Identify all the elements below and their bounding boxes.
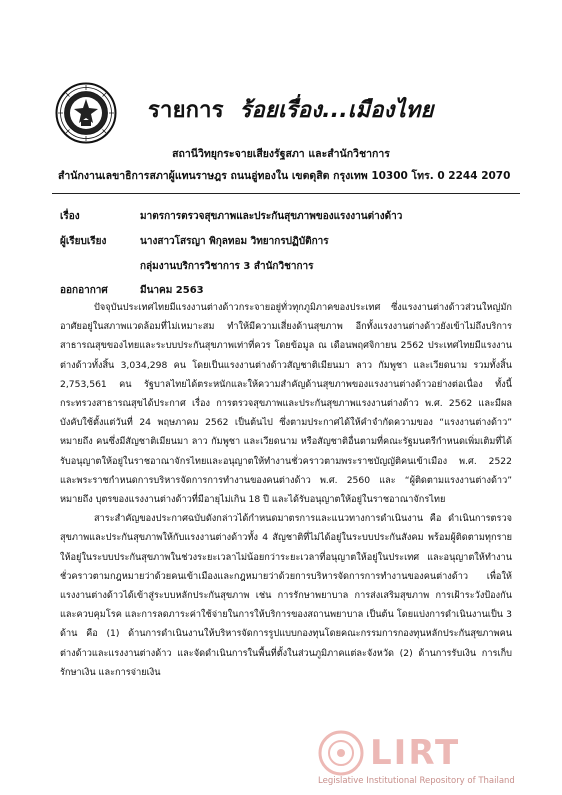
title-prefix: รายการ — [148, 98, 224, 123]
body-paragraph-2: สาระสำคัญของประกาศฉบับดังกล่าวได้กำหนดมาตรการและแนวทางการดำเนินงาน คือ ดำเนินการตรวจสุขภาพและประกันสุขภาพให้กับแรงงานต่างด้าวทั้ง 4 สัญชาติที่ไม่ได้อยู่ในระบบประกันสังคม พร้อมผู้ติดตามทุกราย ให้อยู่ในระบบประกันสุขภาพในช่วงระยะเวลาไม่น้อยกว่าระยะเวลาที่อนุญาตให้อยู่ในประเทศ และอนุญาตให้ทำงานชั่วคราวตามกฎหมายว่าด้วยคนเข้าเมืองและกฎหมายว่าด้วยการบริหารจัดการการทำงานของคนต่างด้าว เพื่อให้แรงงานต่างด้าวได้เข้าสู่ระบบหลักประกันสุขภาพ เช่น การรักษาพยาบาล การส่งเสริมสุขภาพ การเฝ้าระวังป้องกันและควบคุมโรค และการลดภาระค่าใช้จ่ายในการให้บริการของสถานพยาบาล เป็นต้น โดยแบ่งการดำเนินงานเป็น 3 ด้าน คือ (1) ด้านการดำเนินงานให้บริหารจัดการรูปแบบกองทุนโดยคณะกรรมการกองทุนหลักประกันสุขภาพคนต่างด้าวและแรงงานต่างด้าว และจัดดำเนินการในพื้นที่ตั้งในส่วนภูมิภาคแต่ละจังหวัด (2) ด้านการรับเงิน การเก็บรักษาเงิน และการจ่ายเงิน — [60, 513, 512, 678]
watermark-logo-text: LIRT — [370, 733, 461, 773]
topic-label: เรื่อง — [60, 211, 80, 222]
program-title — [148, 92, 434, 127]
office-address-line: สำนักงานเลขาธิการสภาผู้แทนราษฎร ถนนอู่ทองใน เขตดุสิต กรุงเทพ 10300 โทร. 0 2244 2070 — [58, 170, 511, 182]
author-label: ผู้เรียบเรียง — [60, 236, 107, 247]
airdate-label: ออกอากาศ — [60, 285, 108, 296]
parliament-seal-icon — [55, 82, 117, 144]
group-value: กลุ่มงานบริการวิชาการ 3 สำนักวิชาการ — [140, 261, 314, 272]
title-program-name: ร้อยเรื่อง...เมืองไทย — [239, 98, 434, 123]
watermark-caption: Legislative Institutional Repository of Thailand — [318, 776, 515, 786]
topic-value: มาตรการตรวจสุขภาพและประกันสุขภาพของแรงงานต่างด้าว — [140, 211, 403, 222]
airdate-value: มีนาคม 2563 — [140, 285, 204, 296]
body-text — [60, 298, 512, 682]
body-paragraph-1: ปัจจุบันประเทศไทยมีแรงงานต่างด้าวกระจายอยู่ทั่วทุกภูมิภาคของประเทศ ซึ่งแรงงานต่างด้าวส่วนใหญ่มักอาศัยอยู่ในสภาพแวดล้อมที่ไม่เหมาะสม ทำให้มีความเสี่ยงด้านสุขภาพ อีกทั้งแรงงานต่างด้าวยังเข้าไม่ถึงบริการสาธารณสุขของไทยและระบบประกันสุขภาพเท่าที่ควร โดยข้อมูล ณ เดือนพฤศจิกายน 2562 ประเทศไทยมีแรงงานต่างด้าวทั้งสิ้น 3,034,298 คน โดยเป็นแรงงานต่างด้าวสัญชาติเมียนมา ลาว กัมพูชา และเวียดนาม รวมทั้งสิ้น 2,753,561 คน รัฐบาลไทยได้ตระหนักและให้ความสำคัญด้านสุขภาพของแรงงานต่างด้าวอย่างต่อเนื่อง ทั้งนี้ กระทรวงสาธารณสุขได้ประกาศ เรื่อง การตรวจสุขภาพและประกันสุขภาพแรงงานต่างด้าว พ.ศ. 2562 และมีผลบังคับใช้ตั้งแต่วันที่ 24 พฤษภาคม 2562 เป็นต้นไป ซึ่งตามประกาศได้ให้คำจำกัดความของ “แรงงานต่างด้าว” หมายถึง คนซึ่งมีสัญชาติเมียนมา ลาว กัมพูชา และเวียดนาม หรือสัญชาติอื่นตามที่คณะรัฐมนตรีกำหนดเพิ่มเติมที่ได้รับอนุญาตให้อยู่ในราชอาณาจักรไทยและอนุญาตให้ทำงานชั่วคราวตามพระราชบัญญัติคนเข้าเมือง พ.ศ. 2522 และพระราชกำหนดการบริหารจัดการการทำงานของคนต่างด้าว พ.ศ. 2560 และ “ผู้ติดตามแรงงานต่างด้าว” หมายถึง บุตรของแรงงานต่างด้าวที่มีอายุไม่เกิน 18 ปี และได้รับอนุญาตให้อยู่ในราชอาณาจักรไทย — [60, 302, 512, 506]
lirt-logo-icon — [318, 730, 364, 776]
station-line: สถานีวิทยุกระจายเสียงรัฐสภา และสำนักวิชาการ — [172, 148, 390, 160]
author-value: นางสาวโสรญา พิกุลทอม วิทยากรปฏิบัติการ — [140, 236, 329, 247]
header-divider — [52, 193, 520, 194]
